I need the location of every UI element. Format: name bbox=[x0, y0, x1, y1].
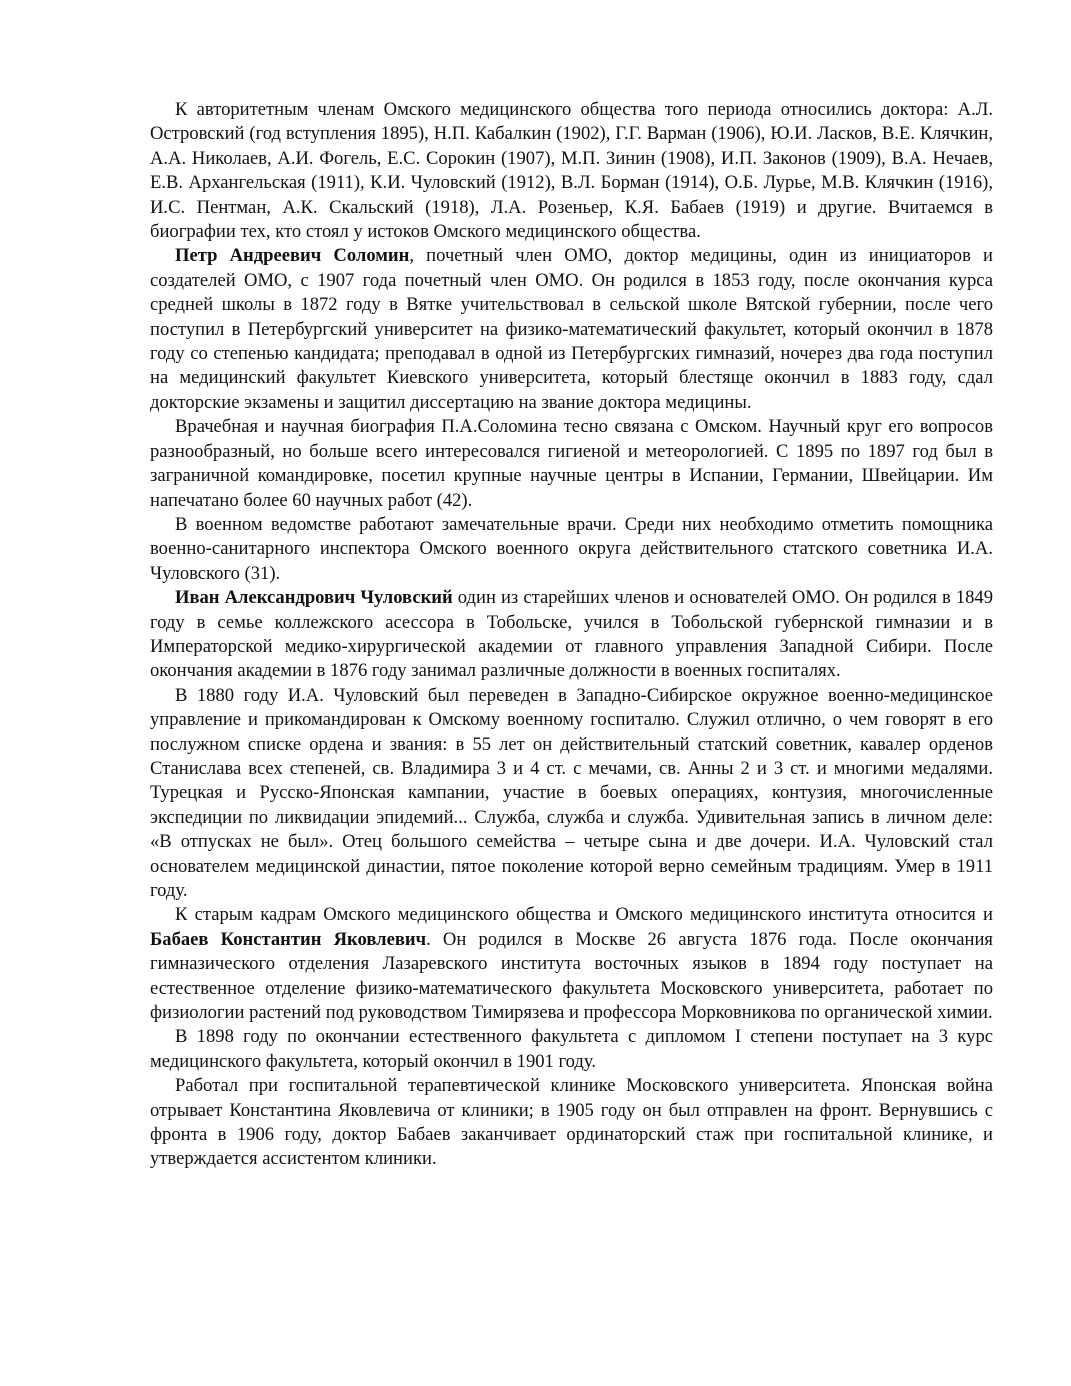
paragraph-text: Работал при госпитальной терапевтической клинике Московского университета. Японская война отрывает Константина Яковлевича от клиники; в 1905 году он был отправлен на фронт. Вернувшись с фронта в 1906 году, доктор Бабаев заканчивает ординаторский стаж при госпитальной клинике, и утверждается ассистентом клиники. bbox=[150, 1075, 993, 1170]
paragraph-chulovsky-service bbox=[150, 684, 993, 904]
paragraph-babaev-clinic bbox=[150, 1074, 993, 1172]
paragraph-chulovsky-bio bbox=[150, 586, 993, 684]
paragraph-text: В 1898 году по окончании естественного факультета с дипломом I степени поступает на 3 курс медицинского факультета, который окончил в 1901 году. bbox=[150, 1026, 993, 1072]
paragraph-solomin-science bbox=[150, 415, 993, 513]
paragraph-military-doctors bbox=[150, 513, 993, 586]
paragraph-text: Врачебная и научная биография П.А.Соломина тесно связана с Омском. Научный круг его вопросов разнообразный, но больше всего интересовался гигиеной и метеорологией. С 1895 по 1897 год был в заграничной командировке, посетил крупные научные центры в Испании, Германии, Швейцарии. Им напечатано более 60 научных работ (42). bbox=[150, 416, 993, 511]
paragraph-babaev-bio bbox=[150, 903, 993, 1025]
paragraph-text: В военном ведомстве работают замечательные врачи. Среди них необходимо отметить помощника военно-санитарного инспектора Омского военного округа действительного статского советника И.А. Чуловского (31). bbox=[150, 513, 993, 584]
paragraph-text: . Он родился в Москве 26 августа 1876 года. После окончания гимназического отделения Лазаревского института восточных языков в 1894 году поступает на естественное отделение физико-математического факультета Московского университета, работает по физиологии растений под руководством Тимирязева и профессора Морковникова по органической химии. bbox=[150, 928, 993, 1024]
person-name-chulovsky: Иван Александрович Чуловский bbox=[175, 587, 453, 609]
paragraph-text: К старым кадрам Омского медицинского общества и Омского медицинского института относится и bbox=[175, 904, 993, 926]
paragraph-text: К авторитетным членам Омского медицинского общества того периода относились доктора: А.Л. Островский (год вступления 1895), Н.П. Кабалкин (1902), Г.Г. Варман (1906), Ю.И. Ласков, В.Е. Клячкин, А.А. Николаев, А.И. Фогель, Е.С. Сорокин (1907), М.П. Зинин (1908), И.П. Законов (1909), В.А. Нечаев, Е.В. Архангельская (1911), К.И. Чуловский (1912), В.Л. Борман (1914), О.Б. Лурье, М.В. Клячкин (1916), И.С. Пентман, А.К. Скальский (1918), Л.А. Розеньер, К.Я. Бабаев (1919) и другие. Вчитаемся в биографии тех, кто стоял у истоков Омского медицинского общества. bbox=[150, 99, 993, 243]
paragraph-text: В 1880 году И.А. Чуловский был переведен в Западно-Сибирское окружное военно-медицинское управление и прикомандирован к Омскому военному госпиталю. Служил отлично, о чем говорят в его послужном списке ордена и звания: в 55 лет он действительный статский советник, кавалер орденов Станислава всех степеней, св. Владимира 3 и 4 ст. с мечами, св. Анны 2 и 3 ст. и многими медалями. Турецкая и Русско-Японская кампании, участие в боевых операциях, контузия, многочисленные экспедиции по ликвидации эпидемий... Служба, служба и служба. Удивительная запись в личном деле: «В отпусках не был». Отец большого семейства – четыре сына и две дочери. И.А. Чуловский стал основателем медицинской династии, пятое поколение которой верно семейным традициям. Умер в 1911 году. bbox=[150, 684, 993, 901]
document-page bbox=[150, 98, 993, 1172]
paragraph-babaev-medical-faculty bbox=[150, 1025, 993, 1074]
paragraph-intro-members bbox=[150, 98, 993, 244]
paragraph-solomin-bio bbox=[150, 244, 993, 415]
paragraph-text: один из старейших членов и основателей ОМО. Он родился в 1849 году в семье коллежского асессора в Тобольске, учился в Тобольской губернской гимназии и в Императорской медико-хирургической академии от главного управления Западной Сибири. После окончания академии в 1876 году занимал различные должности в военных госпиталях. bbox=[150, 587, 994, 682]
paragraph-text: , почетный член ОМО, доктор медицины, один из инициаторов и создателей ОМО, с 1907 года почетный член ОМО. Он родился в 1853 году, после окончания курса средней школы в 1872 году в Вятке учительствовал в сельской школе Вятской губернии, после чего поступил в Петербургский университет на физико-математический факультет, который окончил в 1878 году со степенью кандидата; преподавал в одной из Петербургских гимназий, ночерез два года поступил на медицинский факультет Киевского университета, который блестяще окончил в 1883 году, сдал докторские экзамены и защитил диссертацию на звание доктора медицины. bbox=[150, 245, 993, 413]
person-name-solomin: Петр Андреевич Соломин bbox=[175, 245, 410, 267]
person-name-babaev: Бабаев Константин Яковлевич bbox=[150, 928, 427, 950]
